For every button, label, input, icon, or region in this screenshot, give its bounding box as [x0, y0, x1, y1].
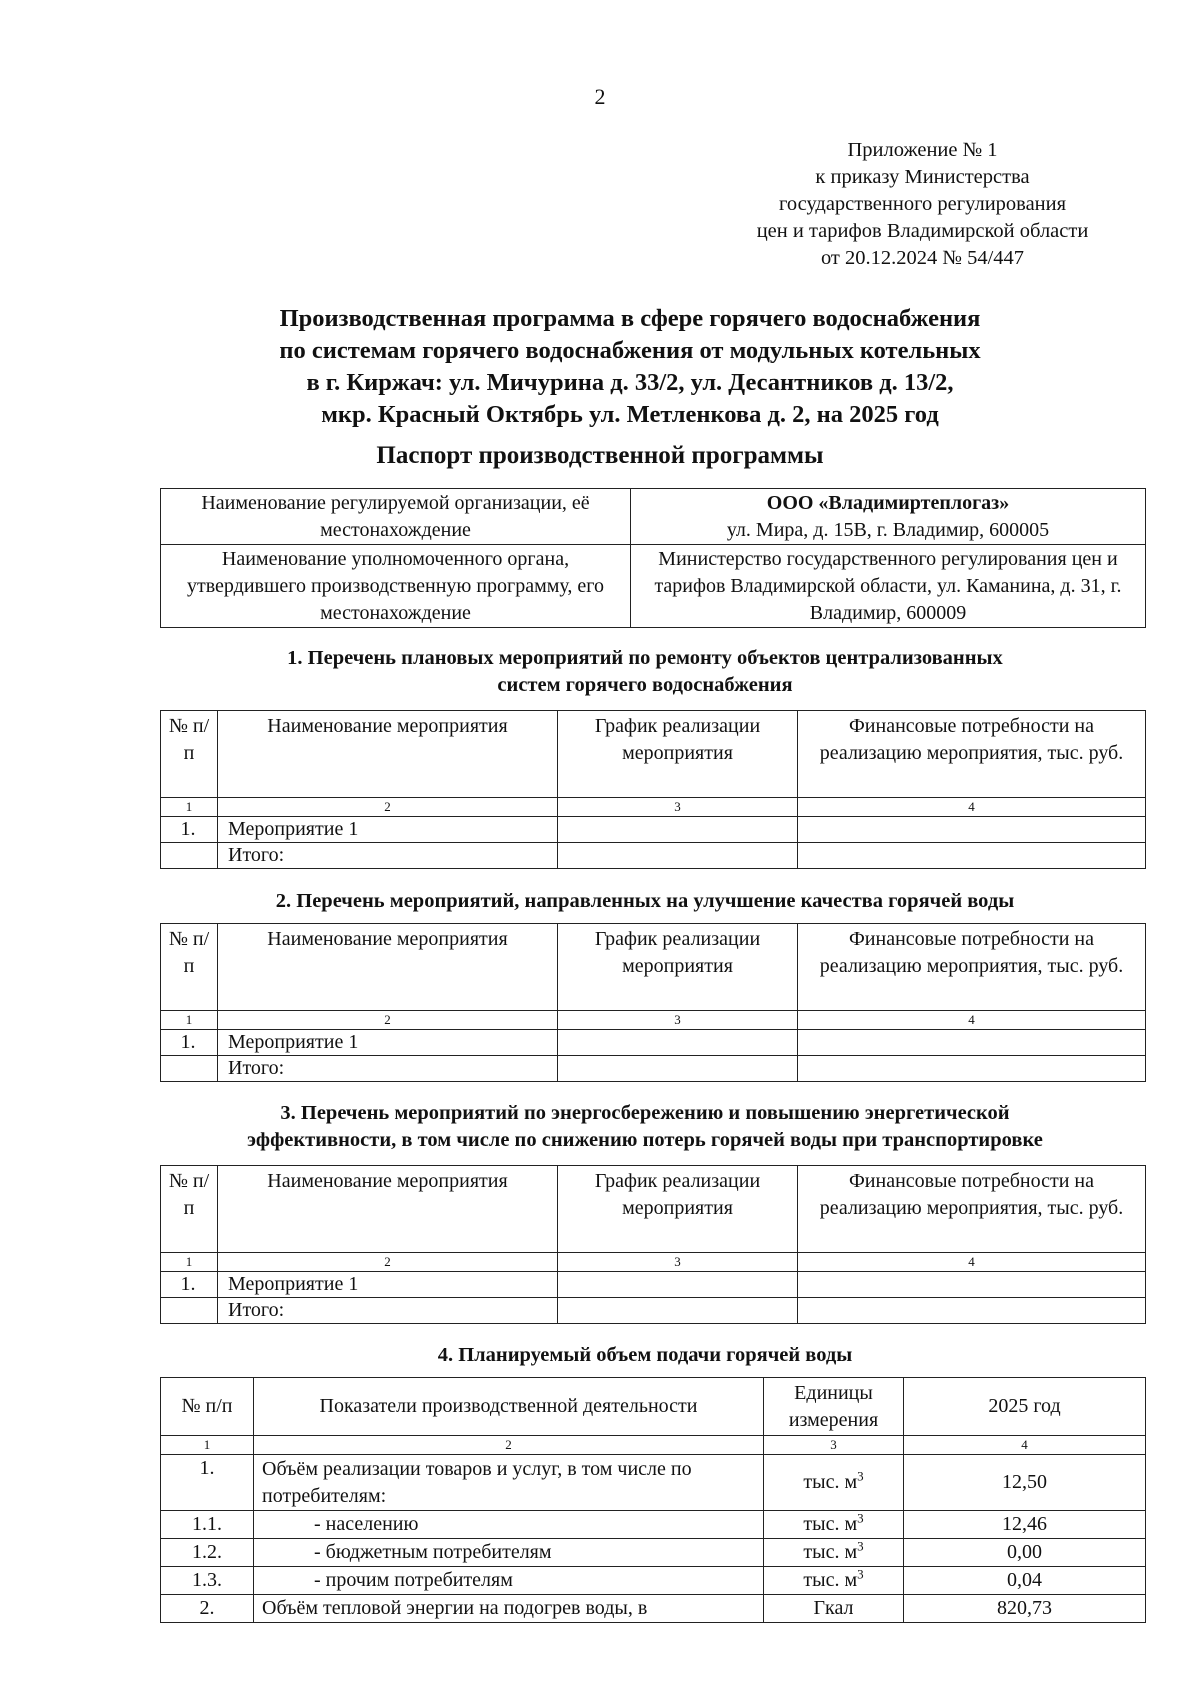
row-finance [798, 843, 1146, 869]
col-number: 1 [161, 1011, 218, 1030]
col-number: 2 [218, 1011, 558, 1030]
col-number: 4 [798, 1011, 1146, 1030]
table-row [161, 1455, 1146, 1511]
table-row [161, 1539, 1146, 1567]
row-schedule [558, 817, 798, 843]
unit-superscript: 3 [857, 1510, 864, 1526]
header-schedule: График реализации мероприятия [558, 924, 798, 1011]
row-indicator: - населению [254, 1511, 764, 1539]
row-num [161, 1298, 218, 1324]
header-schedule: График реализации мероприятия [558, 1166, 798, 1253]
header-name: Наименование мероприятия [218, 711, 558, 798]
header-name: Наименование мероприятия [218, 1166, 558, 1253]
col-number: 3 [558, 798, 798, 817]
header-finance: Финансовые потребности на реализацию мероприятия, тыс. руб. [798, 1166, 1146, 1253]
column-number-row [161, 1436, 1146, 1455]
header-finance: Финансовые потребности на реализацию мероприятия, тыс. руб. [798, 711, 1146, 798]
row-unit [764, 1511, 904, 1539]
row-value: 12,50 [904, 1455, 1146, 1511]
row-indicator: - бюджетным потребителям [254, 1539, 764, 1567]
section-3-table [160, 1165, 1146, 1324]
table-row [161, 1595, 1146, 1623]
row-schedule [558, 1272, 798, 1298]
row-schedule [558, 1030, 798, 1056]
title-line: в г. Киржач: ул. Мичурина д. 33/2, ул. Десантников д. 13/2, [306, 369, 954, 396]
row-num: 2. [161, 1595, 254, 1623]
section-1-table [160, 710, 1146, 869]
col-number: 2 [218, 1253, 558, 1272]
header-unit: Единицы измерения [764, 1378, 904, 1436]
row-indicator: Объём реализации товаров и услуг, в том числе по потребителям: [254, 1455, 764, 1511]
col-number: 2 [254, 1436, 764, 1455]
passport-row [161, 545, 1146, 628]
header-indicator: Показатели производственной деятельности [254, 1378, 764, 1436]
row-schedule [558, 1056, 798, 1082]
row-name: Мероприятие 1 [218, 1030, 558, 1056]
passport-value: Министерство государственного регулирования цен и тарифов Владимирской области, ул. Каманина, д. 31, г. Владимир, 600009 [631, 545, 1146, 628]
row-num [161, 843, 218, 869]
header-num: № п/п [161, 924, 218, 1011]
total-label: Итого: [218, 1056, 558, 1082]
row-unit [764, 1567, 904, 1595]
passport-label: Наименование уполномоченного органа, утвердившего производственную программу, его местонахождение [161, 545, 631, 628]
row-unit [764, 1595, 904, 1623]
header-name: Наименование мероприятия [218, 924, 558, 1011]
column-number-row [161, 1011, 1146, 1030]
passport-row [161, 489, 1146, 545]
row-schedule [558, 1298, 798, 1324]
row-finance [798, 1056, 1146, 1082]
row-num: 1.2. [161, 1539, 254, 1567]
header-row [161, 924, 1146, 1011]
unit-superscript: 3 [857, 1538, 864, 1554]
column-number-row [161, 798, 1146, 817]
header-row [161, 1378, 1146, 1436]
row-schedule [558, 843, 798, 869]
appendix-line: к приказу Министерства [815, 166, 1030, 188]
col-number: 1 [161, 1436, 254, 1455]
row-finance [798, 1030, 1146, 1056]
row-indicator: - прочим потребителям [254, 1567, 764, 1595]
passport-label: Наименование регулируемой организации, её местонахождение [161, 489, 631, 545]
header-finance: Финансовые потребности на реализацию мероприятия, тыс. руб. [798, 924, 1146, 1011]
row-finance [798, 1272, 1146, 1298]
total-label: Итого: [218, 1298, 558, 1324]
row-value: 820,73 [904, 1595, 1146, 1623]
section-title-line: систем горячего водоснабжения [497, 674, 793, 696]
col-number: 1 [161, 1253, 218, 1272]
appendix-line: государственного регулирования [778, 193, 1067, 215]
row-value: 0,04 [904, 1567, 1146, 1595]
col-number: 3 [558, 1253, 798, 1272]
header-row [161, 1166, 1146, 1253]
row-value: 12,46 [904, 1511, 1146, 1539]
passport-table [160, 488, 1146, 628]
row-unit [764, 1455, 904, 1511]
unit-text: тыс. м [803, 1541, 858, 1563]
unit-text: тыс. м [803, 1569, 858, 1591]
table-row [161, 1272, 1146, 1298]
row-num: 1.1. [161, 1511, 254, 1539]
row-unit [764, 1539, 904, 1567]
col-number: 4 [798, 1253, 1146, 1272]
row-indicator: Объём тепловой энергии на подогрев воды, в [254, 1595, 764, 1623]
unit-text: Гкал [813, 1597, 854, 1619]
header-schedule: График реализации мероприятия [558, 711, 798, 798]
table-row [161, 1567, 1146, 1595]
total-row [161, 1298, 1146, 1324]
col-number: 3 [558, 1011, 798, 1030]
total-row [161, 843, 1146, 869]
row-name: Мероприятие 1 [218, 817, 558, 843]
unit-superscript: 3 [857, 1566, 864, 1582]
row-num: 1. [161, 1030, 218, 1056]
row-num [161, 1056, 218, 1082]
table-row [161, 1511, 1146, 1539]
unit-text: тыс. м [803, 1471, 858, 1493]
table-row [161, 817, 1146, 843]
header-num: № п/п [161, 1166, 218, 1253]
section-title-line: 3. Перечень мероприятий по энергосбережению и повышению энергетической [280, 1102, 1010, 1124]
title-line: мкр. Красный Октябрь ул. Метленкова д. 2, на 2025 год [321, 401, 939, 428]
section-1-title [150, 645, 1140, 699]
page-number: 2 [594, 84, 606, 109]
organization-name: ООО «Владимиртеплогаз» [766, 492, 1010, 514]
header-num: № п/п [161, 711, 218, 798]
row-num: 1.3. [161, 1567, 254, 1595]
appendix-line: цен и тарифов Владимирской области [756, 220, 1089, 242]
row-value: 0,00 [904, 1539, 1146, 1567]
organization-address: ул. Мира, д. 15В, г. Владимир, 600005 [726, 519, 1050, 541]
header-num: № п/п [161, 1378, 254, 1436]
appendix-line: от 20.12.2024 № 54/447 [820, 247, 1025, 269]
section-4-title: 4. Планируемый объем подачи горячей воды [437, 1344, 853, 1366]
row-num: 1. [161, 817, 218, 843]
total-label: Итого: [218, 843, 558, 869]
title-line: Производственная программа в сфере горячего водоснабжения [279, 305, 981, 332]
title-line: по системам горячего водоснабжения от модульных котельных [279, 337, 981, 364]
appendix-line: Приложение № 1 [847, 139, 998, 161]
row-finance [798, 817, 1146, 843]
document-title [150, 303, 1110, 431]
section-2-table [160, 923, 1146, 1082]
row-name: Мероприятие 1 [218, 1272, 558, 1298]
row-finance [798, 1298, 1146, 1324]
volume-table [160, 1377, 1146, 1623]
column-number-row [161, 1253, 1146, 1272]
section-title-line: 2. Перечень мероприятий, направленных на улучшение качества горячей воды [275, 890, 1015, 912]
row-num: 1. [161, 1455, 254, 1511]
row-num: 1. [161, 1272, 218, 1298]
table-row [161, 1030, 1146, 1056]
section-title-line: эффективности, в том числе по снижению потерь горячей воды при транспортировке [247, 1129, 1043, 1151]
unit-text: тыс. м [803, 1513, 858, 1535]
section-title-line: 1. Перечень плановых мероприятий по ремонту объектов централизованных [287, 647, 1003, 669]
section-3-title [150, 1100, 1140, 1154]
col-number: 3 [764, 1436, 904, 1455]
total-row [161, 1056, 1146, 1082]
col-number: 4 [904, 1436, 1146, 1455]
section-2-title [150, 888, 1140, 915]
col-number: 2 [218, 798, 558, 817]
col-number: 1 [161, 798, 218, 817]
unit-superscript: 3 [857, 1468, 864, 1484]
passport-title: Паспорт производственной программы [376, 442, 824, 469]
appendix-block [700, 137, 1145, 272]
col-number: 4 [798, 798, 1146, 817]
header-year: 2025 год [904, 1378, 1146, 1436]
passport-value [631, 489, 1146, 545]
header-row [161, 711, 1146, 798]
